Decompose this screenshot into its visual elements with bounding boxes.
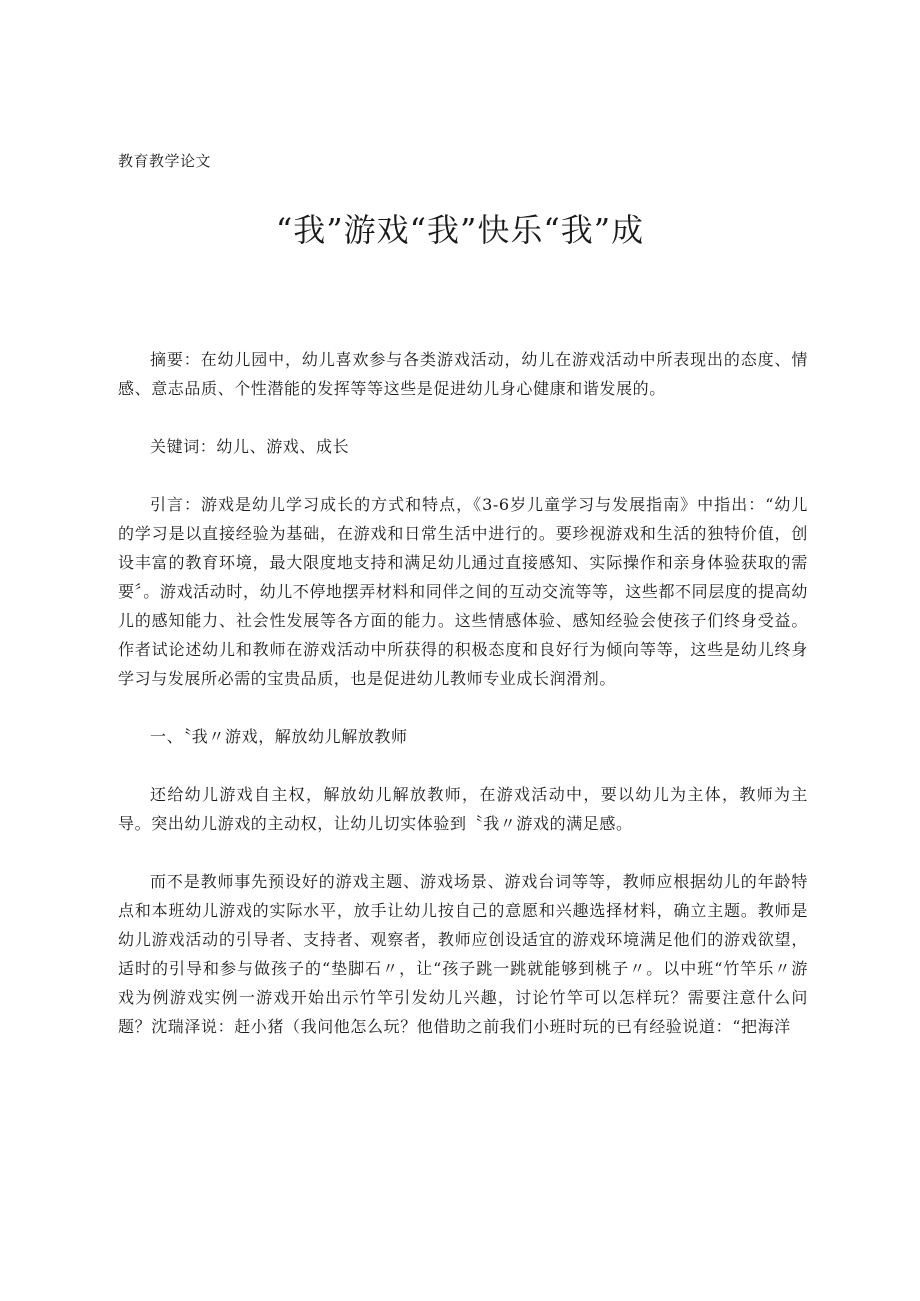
body-paragraph: 而不是教师事先预设好的游戏主题、游戏场景、游戏台词等等，教师应根据幼儿的年龄特点和本班幼儿游戏的实际水平，放手让幼儿按自己的意愿和兴趣选择材料，确立主题。教师是幼儿游戏活动的引导者、支持者、观察者，教师应创设适宜的游戏环境满足他们的游戏欲望，适时的引导和参与做孩子的“垫脚石〃，让“孩子跳一跳就能够到桃子〃。以中班“竹竿乐〃游戏为例游戏实例一游戏开始出示竹竿引发幼儿兴趣，讨论竹竿可以怎样玩？需要注意什么问题？沈瑞泽说：赶小猪（我问他怎么玩？他借助之前我们小班时玩的已有经验说道：“把海洋 (118, 872, 808, 1036)
abstract-paragraph: 摘要：在幼儿园中，幼儿喜欢参与各类游戏活动，幼儿在游戏活动中所表现出的态度、情感、意志品质、个性潜能的发挥等等这些是促进幼儿身心健康和谐发展的。 (118, 350, 808, 398)
document-title: “我”游戏“我”快乐“我”成 (275, 211, 645, 249)
keywords-paragraph: 关键词：幼儿、游戏、成长 (150, 437, 350, 456)
introduction-paragraph: 引言：游戏是幼儿学习成长的方式和特点，《3-6岁儿童学习与发展指南》中指出：“幼儿的学习是以直接经验为基础，在游戏和日常生活中进行的。要珍视游戏和生活的独特价值，创设丰富的教育环境，最大限度地支持和满足幼儿通过直接感知、实际操作和亲身体验获取的需要〞。游戏活动时，幼儿不停地摆弄材料和同伴之间的互动交流等等，这些都不同层度的提高幼儿的感知能力、社会性发展等各方面的能力。这些情感体验、感知经验会使孩子们终身受益。作者试论述幼儿和教师在游戏活动中所获得的积极态度和良好行为倾向等等，这些是幼儿终身学习与发展所必需的宝贵品质，也是促进幼儿教师专业成长润滑剂。 (118, 495, 808, 688)
body-paragraph: 还给幼儿游戏自主权，解放幼儿解放教师，在游戏活动中，要以幼儿为主体，教师为主导。突出幼儿游戏的主动权，让幼儿切实体验到〝我〃游戏的满足感。 (118, 785, 808, 833)
section-heading: 一、〝我〃游戏，解放幼儿解放教师 (150, 727, 408, 746)
document-category: 教育教学论文 (118, 152, 212, 170)
document-body (118, 345, 808, 1070)
